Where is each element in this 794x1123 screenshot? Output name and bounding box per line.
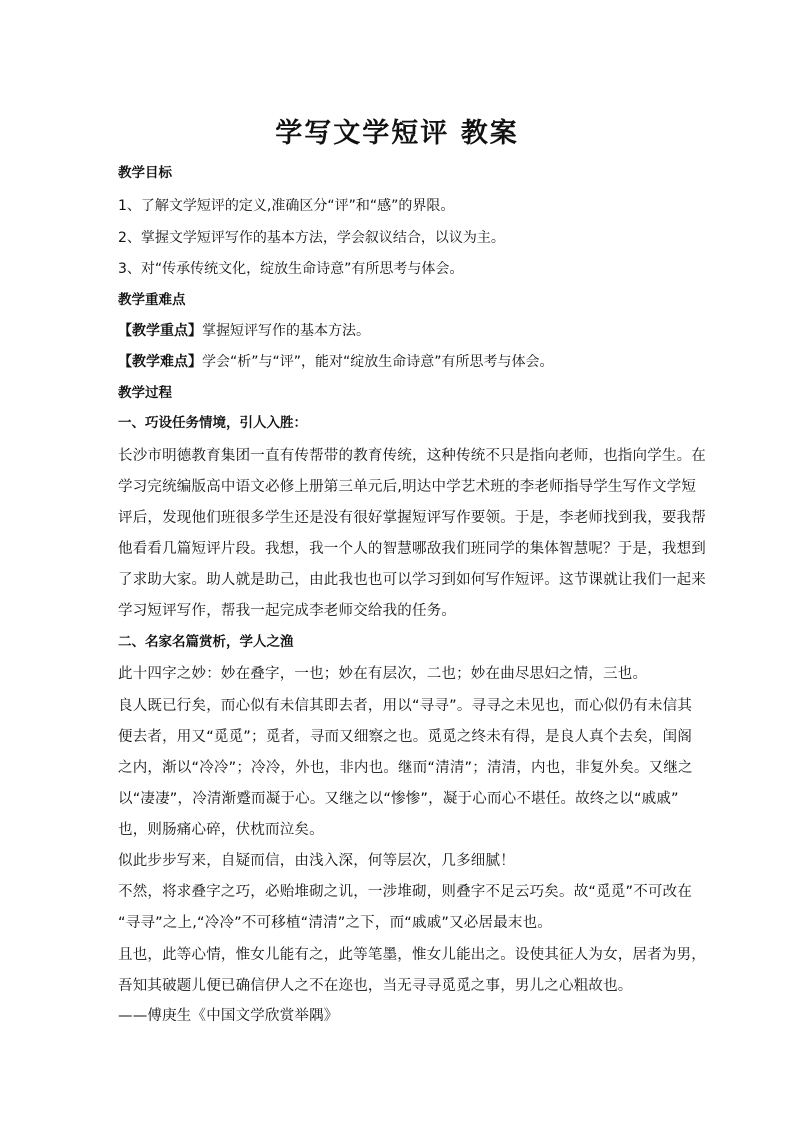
objective-item-1: 1、了解文学短评的定义,准确区分“评”和“感”的界限。 [118,198,455,214]
section2-line-5: 以“凄凄”，冷清渐蹙而凝于心。又继之以“惨惨”，凝于心而心不堪任。故终之以“戚戚” [118,791,679,807]
citation-line: ——傅庚生《中国文学欣赏举隅》 [118,1008,339,1024]
section2-line-9: “寻寻”之上,“冷冷”不可移植“清清”之下，而“戚戚”又必居最末也。 [118,915,553,931]
key-difficulty-text: 学会“析”与“评”，能对“绽放生命诗意”有所思考与体会。 [202,354,554,370]
section1-heading: 一、巧设任务情境，引人入胜： [118,415,307,431]
section1-line-4: 他看看几篇短评片段。我想，我一个人的智慧哪敌我们班同学的集体智慧呢？于是，我想到 [118,541,706,557]
section1-line-2: 学习完统编版高中语文必修上册第三单元后,明达中学艺术班的李老师指导学生写作文学短 [118,479,697,495]
key-difficulty-line [118,352,683,372]
section2-line-1: 此十四字之妙：妙在叠字，一也；妙在有层次，二也；妙在曲尽思妇之情，三也。 [118,666,648,682]
section2-line-10: 且也，此等心情，惟女儿能有之，此等笔墨，惟女儿能出之。设使其征人为女，居者为男， [118,947,706,963]
section1-line-6: 学习短评写作，帮我一起完成李老师交给我的任务。 [118,603,457,619]
key-focus-tag: 【教学重点】 [118,323,202,339]
objective-item-2: 2、掌握文学短评写作的基本方法，学会叙议结合，以议为主。 [118,230,505,246]
objectives-heading: 教学目标 [118,165,172,181]
key-focus-line [118,321,683,341]
section2-heading: 二、名家名篇赏析，学人之渔 [118,634,294,650]
objective-item-3: 3、对“传承传统文化，绽放生命诗意”有所思考与体会。 [118,261,464,277]
section2-line-3: 便去者，用又“觅觅”；觅者，寻而又细察之也。觅觅之终未有得，是良人真个去矣，闺阁 [118,729,693,745]
document-title: 学写文学短评 教案 [275,118,519,149]
section2-line-7: 似此步步写来，自疑而信，由浅入深，何等层次，几多细腻！ [118,853,515,869]
key-difficulty-tag: 【教学难点】 [118,354,202,370]
key-points-heading: 教学重难点 [118,292,186,308]
section1-line-1: 长沙市明德教育集团一直有传帮带的教育传统，这种传统不只是指向老师，也指向学生。在 [118,448,706,464]
section2-line-4: 之内，渐以“冷冷”；冷冷，外也，非内也。继而“清清”；清清，内也，非复外矣。又继之 [118,760,693,776]
section2-line-6: 也，则肠痛心碎，伏枕而泣矣。 [118,822,324,838]
section2-line-2: 良人既已行矣，而心似有未信其即去者，用以“寻寻”。寻寻之未见也，而心似仍有未信其 [118,698,693,714]
section2-line-8: 不然，将求叠字之巧，必贻堆砌之讥，一涉堆砌，则叠字不足云巧矣。故“觅觅”不可改在 [118,884,693,900]
section1-line-3: 评后，发现他们班很多学生还是没有很好掌握短评写作要领。于是，李老师找到我，要我帮 [118,510,706,526]
key-focus-text: 掌握短评写作的基本方法。 [202,323,370,339]
process-heading: 教学过程 [118,385,172,401]
section1-line-5: 了求助大家。助人就是助己，由此我也也可以学习到如何写作短评。这节课就让我们一起来 [118,572,706,588]
section2-line-11: 吾知其破题儿便已确信伊人之不在迩也，当无寻寻觅觅之事，男儿之心粗故也。 [118,978,633,994]
